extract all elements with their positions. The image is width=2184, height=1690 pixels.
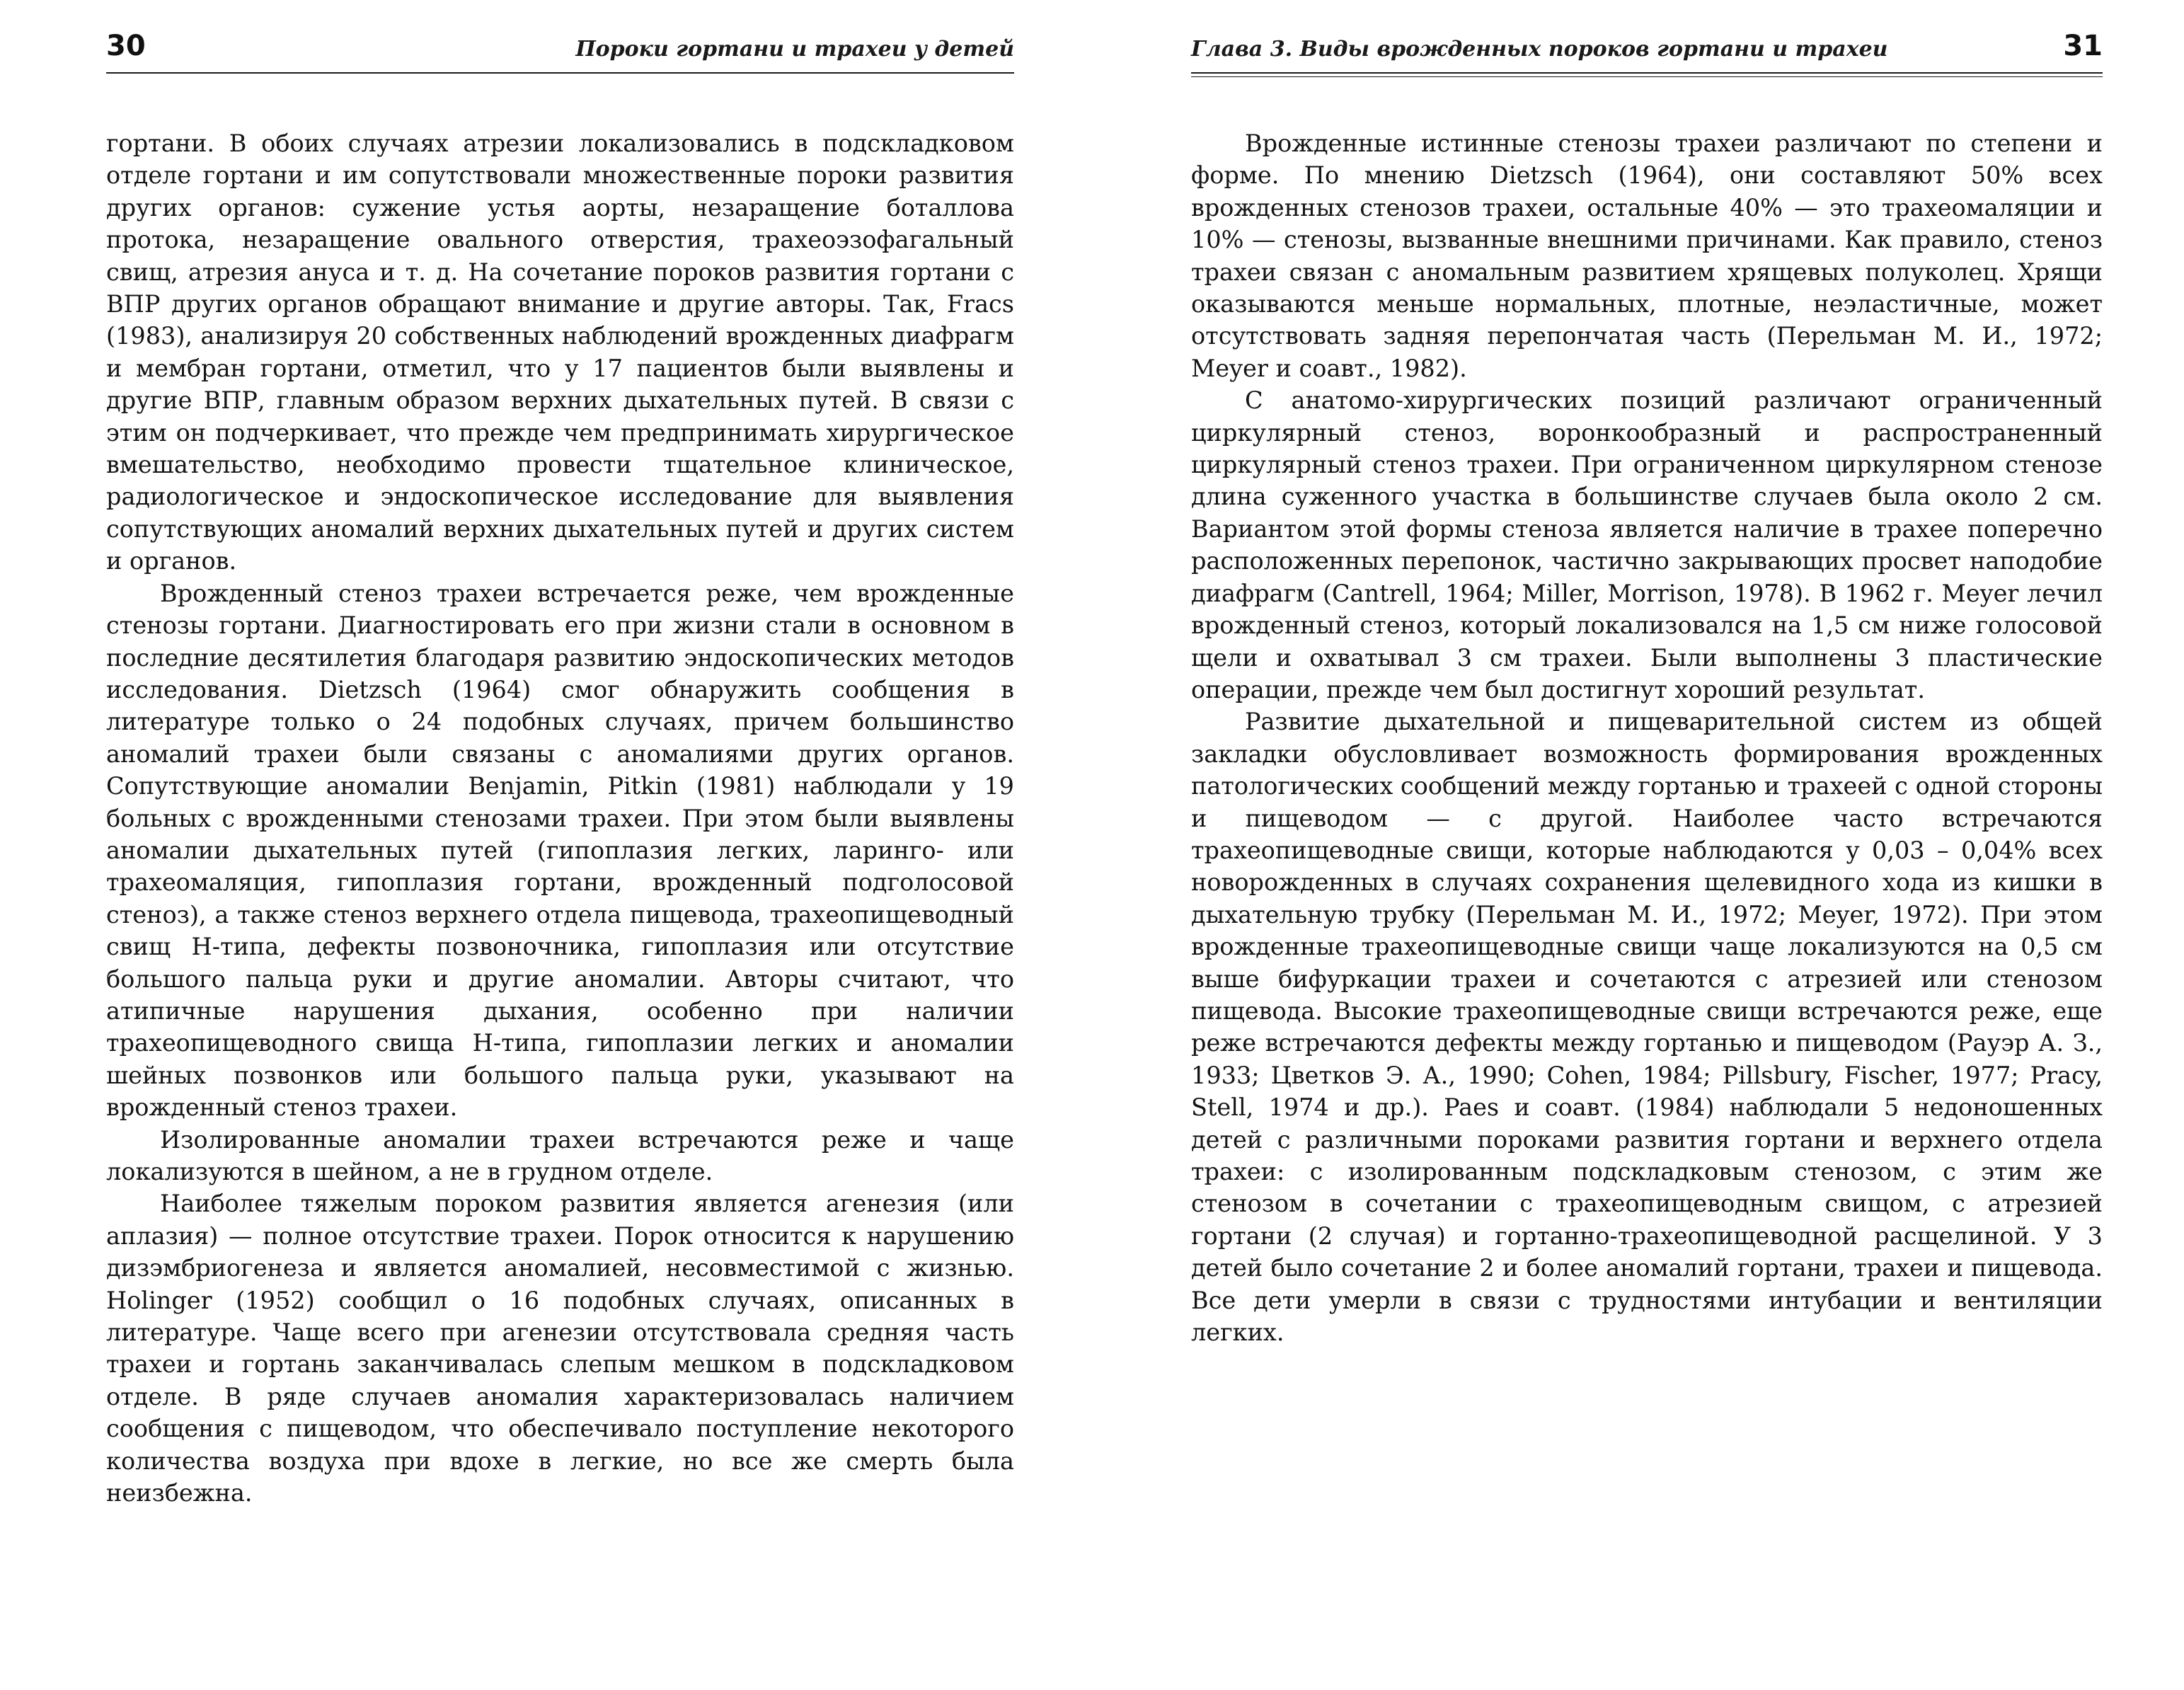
left-paragraph-3: Изолированные аномалии трахеи встречаются реже и чаще локализуются в шейном, а не в грудном отделе. [106, 1125, 1014, 1185]
right-page-body [1191, 127, 2103, 1348]
right-running-title: Глава 3. Виды врожденных пороков гортани и трахеи [1191, 37, 1888, 62]
left-page-header [106, 24, 1014, 74]
right-page-header [1191, 24, 2103, 74]
right-page-number: 31 [2063, 30, 2103, 62]
left-header-rule [106, 72, 1014, 74]
left-running-title: Пороки гортани и трахеи у детей [575, 37, 1014, 62]
right-header-rule [1191, 72, 2103, 74]
left-paragraph-2: Врожденный стеноз трахеи встречается реже, чем врожденные стенозы гортани. Диагностировать его при жизни стали в основном в последние десятилетия благодаря развитию эндоскопических методов исследования. Dietzsch (1964) смог обнаружить сообщения в литературе только о 24 подобных случаях, причем большинство аномалий трахеи были связаны с аномалиями других органов. Сопутствующие аномалии Benjamin, Pitkin (1981) наблюдали у 19 больных с врожденными стенозами трахеи. При этом были выявлены аномалии дыхательных путей (гипоплазия легких, ларинго- или трахеомаляция, гипоплазия гортани, врожденный подголосовой стеноз), а также стеноз верхнего отдела пищевода, трахеопищеводный свищ H-типа, дефекты позвоночника, гипоплазия или отсутствие большого пальца руки и другие аномалии. Авторы считают, что атипичные нарушения дыхания, особенно при наличии трахеопищеводного свища H-типа, гипоплазии легких и аномалии шейных позвонков или большого пальца руки, указывают на врожденный стеноз трахеи. [106, 579, 1014, 1122]
right-paragraph-2: С анатомо-хирургических позиций различают ограниченный циркулярный стеноз, воронкообразный и распространенный циркулярный стеноз трахеи. При ограниченном циркулярном стенозе длина суженного участка в большинстве случаев была около 2 см. Вариантом этой формы стеноза является наличие в трахее поперечно расположенных перепонок, частично закрывающих просвет наподобие диафрагм (Cantrell, 1964; Miller, Morrison, 1978). В 1962 г. Meyer лечил врожденный стеноз, который локализовался на 1,5 см ниже голосовой щели и охватывал 3 см трахеи. Были выполнены 3 пластические операции, прежде чем был достигнут хороший результат. [1191, 386, 2103, 703]
left-paragraph-1: гортани. В обоих случаях атрезии локализовались в подскладковом отделе гортани и им сопутствовали множественные пороки развития других органов: сужение устья аорты, незаращение боталлова протока, незаращение овального отверстия, трахеоэзофагальный свищ, атрезия ануса и т. д. На сочетание пороков развития гортани с ВПР других органов обращают внимание и другие авторы. Так, Fracs (1983), анализируя 20 собственных наблюдений врожденных диафрагм и мембран гортани, отметил, что у 17 пациентов были выявлены и другие ВПР, главным образом верхних дыхательных путей. В связи с этим он подчеркивает, что прежде чем предпринимать хирургическое вмешательство, необходимо провести тщательное клиническое, радиологическое и эндоскопическое исследование для выявления сопутствующих аномалий верхних дыхательных путей и других систем и органов. [106, 130, 1014, 575]
left-page-number: 30 [106, 30, 146, 62]
left-page-body [106, 127, 1014, 1509]
right-paragraph-1: Врожденные истинные стенозы трахеи различают по степени и форме. По мнению Dietzsch (1964), они составляют 50% всех врожденных стенозов трахеи, остальные 40% — это трахеомаляции и 10% — стенозы, вызванные внешними причинами. Как правило, стеноз трахеи связан с аномальным развитием хрящевых полуколец. Хрящи оказываются меньше нормальных, плотные, неэластичные, может отсутствовать задняя перепончатая часть (Перельман М. И., 1972; Meyer и соавт., 1982). [1191, 130, 2103, 382]
right-page [1092, 0, 2184, 1690]
left-paragraph-4: Наиболее тяжелым пороком развития является агенезия (или аплазия) — полное отсутствие трахеи. Порок относится к нарушению дизэмбриогенеза и является аномалией, несовместимой с жизнью. Holinger (1952) сообщил о 16 подобных случаях, описанных в литературе. Чаще всего при агенезии отсутствовала средняя часть трахеи и гортань заканчивалась слепым мешком в подскладковом отделе. В ряде случаев аномалия характеризовалась наличием сообщения с пищеводом, что обеспечивало поступление некоторого количества воздуха при вдохе в легкие, но все же смерть была неизбежна. [106, 1190, 1014, 1507]
right-header-rule-thin [1191, 76, 2103, 77]
right-paragraph-3: Развитие дыхательной и пищеварительной систем из общей закладки обусловливает возможность формирования врожденных патологических сообщений между гортанью и трахеей с одной стороны и пищеводом — с другой. Наиболее часто встречаются трахеопищеводные свищи, которые наблюдаются у 0,03 – 0,04% всех новорожденных в случаях сохранения щелевидного хода из кишки в дыхательную трубку (Перельман М. И., 1972; Meyer, 1972). При этом врожденные трахеопищеводные свищи чаще локализуются на 0,5 см выше бифуркации трахеи и сочетаются с атрезией или стенозом пищевода. Высокие трахеопищеводные свищи встречаются реже, еще реже встречаются дефекты между гортанью и пищеводом (Рауэр А. З., 1933; Цветков Э. А., 1990; Cohen, 1984; Pillsbury, Fischer, 1977; Pracy, Stell, 1974 и др.). Paes и соавт. (1984) наблюдали 5 недоношенных детей с различными пороками развития гортани и верхнего отдела трахеи: с изолированным подскладковым стенозом, с этим же стенозом в сочетании с трахеопищеводным свищом, с атрезией гортани (2 случая) и гортанно-трахеопищеводной расщелиной. У 3 детей было сочетание 2 и более аномалий гортани, трахеи и пищевода. Все дети умерли в связи с трудностями интубации и вентиляции легких. [1191, 708, 2103, 1347]
